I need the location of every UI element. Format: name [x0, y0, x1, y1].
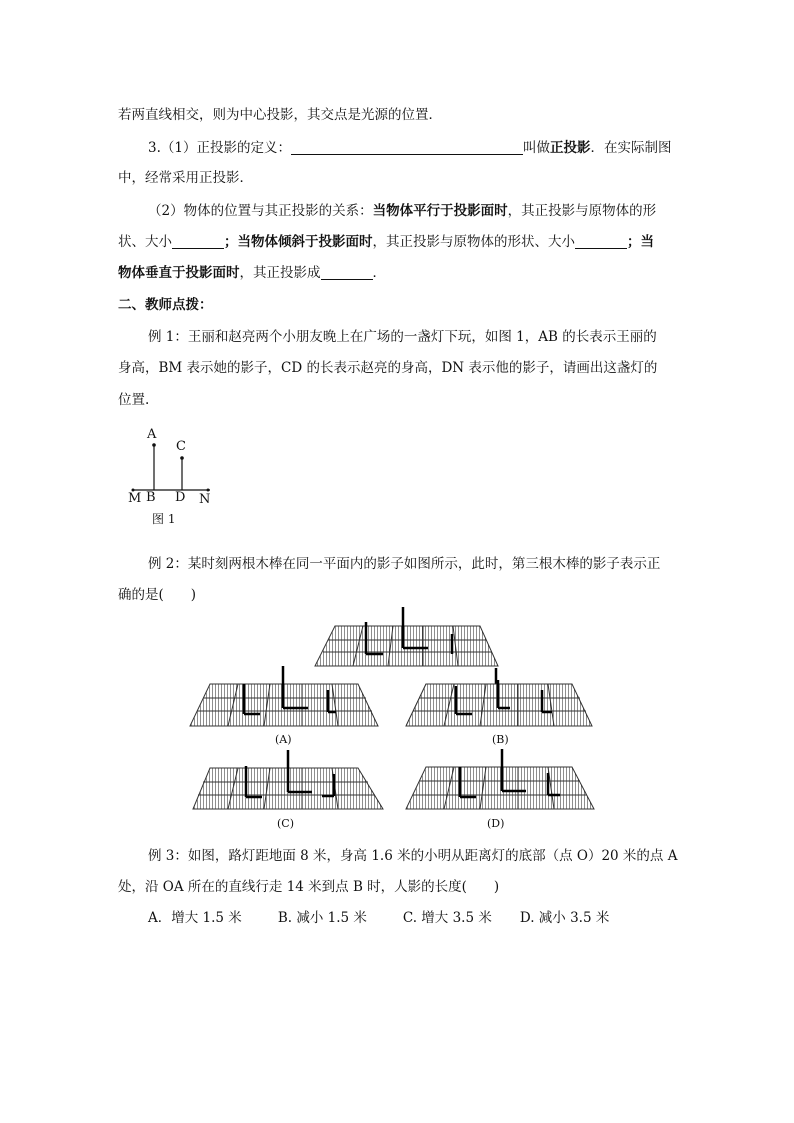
blank-3[interactable]	[321, 266, 373, 281]
example-1-line-1: 例 1：王丽和赵亮两个小朋友晚上在广场的一盏灯下玩，如图 1，AB 的长表示王丽的	[148, 329, 657, 345]
example-1-line-3: 位置.	[118, 392, 150, 408]
option-label-a: (A)	[275, 733, 292, 746]
term: 物体垂直于投影面时	[118, 265, 240, 281]
relation-line-3	[118, 261, 386, 281]
panel-top	[315, 607, 498, 666]
point-a	[152, 443, 156, 447]
example-2-line-2: 确的是( )	[118, 587, 197, 603]
label-b: B	[146, 490, 156, 505]
option-c[interactable]: C. 增大 3.5 米	[402, 910, 492, 926]
term: 当	[640, 234, 654, 250]
relation-line	[148, 199, 656, 219]
option-label-d: (D)	[487, 817, 505, 830]
panel-c	[193, 750, 383, 809]
option-b[interactable]: B. 减小 1.5 米	[277, 910, 367, 926]
example-3-line-2: 处，沿 OA 所在的直线行走 14 米到点 B 时，人影的长度( )	[118, 879, 500, 895]
paragraph-line: 中，经常采用正投影．	[118, 170, 253, 186]
label-d: D	[175, 490, 186, 505]
relation-line-2	[118, 230, 654, 250]
figure-1-caption: 图 1	[152, 512, 176, 526]
definition-label: 3.（1）正投影的定义：	[148, 140, 291, 156]
text: 叫做	[522, 140, 550, 156]
option-label-c: (C)	[277, 817, 294, 830]
text: 状、大小	[118, 234, 172, 250]
text: ；	[627, 234, 641, 250]
text: ．	[372, 265, 386, 281]
figure-2-d	[404, 745, 604, 825]
blank-1[interactable]	[172, 235, 224, 250]
text: ；	[224, 234, 238, 250]
label-n: N	[199, 492, 211, 507]
label-c: C	[176, 439, 186, 454]
blank-2[interactable]	[575, 235, 627, 250]
definition-blank[interactable]	[291, 141, 523, 156]
text: ．在实际制图	[590, 140, 672, 156]
panel-a	[190, 666, 378, 726]
figure-2-b-ext	[406, 680, 596, 740]
answer-options	[148, 906, 609, 926]
option-a[interactable]: A．增大 1.5 米	[148, 910, 242, 926]
label-a: A	[147, 427, 157, 442]
text: ，其正投影与原物体的形	[507, 203, 657, 219]
example-2-line-1: 例 2：某时刻两根木棒在同一平面内的影子如图所示，此时，第三根木棒的影子表示正	[148, 556, 661, 572]
text: ，其正投影与原物体的形状、大小	[372, 234, 575, 250]
term: 当物体平行于投影面时	[372, 203, 508, 219]
text: ，其正投影成	[239, 265, 321, 281]
text: （2）物体的位置与其正投影的关系：	[148, 203, 373, 219]
term: 当物体倾斜于投影面时	[237, 234, 373, 250]
intro-line: 若两直线相交，则为中心投影，其交点是光源的位置．	[118, 107, 442, 123]
option-d[interactable]: D. 减小 3.5 米	[519, 910, 610, 926]
point-c	[180, 456, 184, 460]
label-m: M	[128, 491, 142, 506]
example-1-line-2: 身高，BM 表示她的影子，CD 的长表示赵亮的身高，DN 表示他的影子，请画出这盏灯的	[118, 360, 658, 376]
definition-line	[148, 136, 671, 156]
option-label-b: (B)	[492, 733, 509, 746]
section-heading: 二、教师点拨：	[118, 297, 213, 313]
term: 正投影	[549, 140, 591, 156]
example-3-line-1: 例 3：如图，路灯距地面 8 米，身高 1.6 米的小明从距离灯的底部（点 O）20 米的点 A	[148, 848, 678, 864]
